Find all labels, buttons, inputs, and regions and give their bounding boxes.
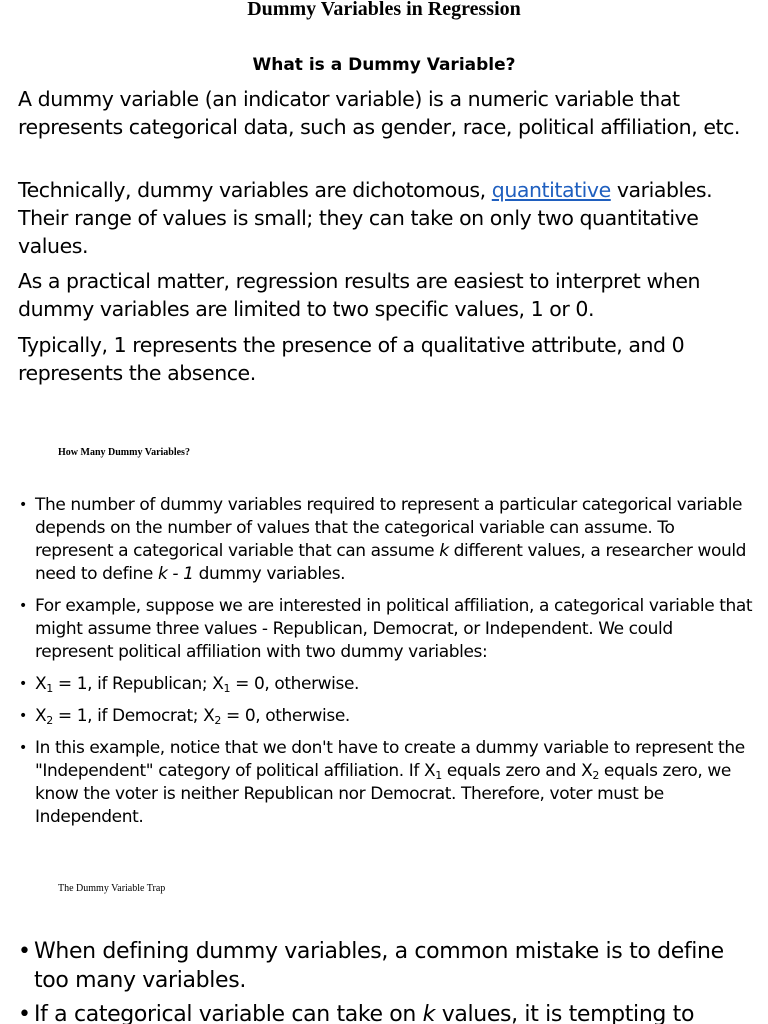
bullet-dot-icon: • — [18, 939, 31, 964]
paragraph-dichotomous — [18, 176, 758, 260]
paragraph-dichotomous-text-1: Technically, dummy variables are dichotomous, — [18, 178, 492, 202]
section-heading-what-is-dummy: What is a Dummy Variable? — [252, 55, 516, 75]
list-item: • If a categorical variable can take on k values, it is tempting to — [18, 1000, 753, 1024]
quantitative-link[interactable]: quantitative — [491, 178, 611, 202]
bullet-dot-icon: • — [19, 598, 27, 614]
list-item: • When defining dummy variables, a common mistake is to define too many variables. — [18, 939, 724, 993]
bullet-list-dummy-trap — [18, 937, 753, 1024]
list-item: • $X_2 = 1$, if Democrat; $X_2 = 0$, otherwise. — [19, 706, 350, 727]
list-item: • $X_1 = 1$, if Republican; $X_1 = 0$, otherwise. — [19, 674, 360, 695]
bullet-dot-icon: • — [19, 497, 27, 513]
document-title: Dummy Variables in Regression — [247, 0, 521, 20]
bullet-dot-icon: • — [18, 1002, 31, 1024]
bullet-dot-icon: • — [19, 676, 27, 692]
paragraph-dichotomous-text-2: variables. Their range of values is small; they can take on only two quantitative values. — [18, 178, 713, 258]
bullet-dot-icon: • — [19, 740, 27, 756]
paragraph-presence-absence: Typically, 1 represents the presence of a qualitative attribute, and 0 represents the absence. — [18, 333, 685, 385]
list-item: • For example, suppose we are interested in political affiliation, a categorical variable that might assume three values - Republican, Democrat, or Independent. We could represent political affiliation with two dummy variables: — [19, 596, 753, 662]
list-item: • The number of dummy variables required to represent a particular categorical variable depends on the number of values that the categorical variable can assume. To represent a categorical variable that can assume k different values, a researcher would need to define k - 1 dummy variables. — [19, 495, 747, 584]
paragraph-definition: A dummy variable (an indicator variable) is a numeric variable that represents categorical data, such as gender, race, political affiliation, etc. — [18, 87, 740, 139]
list-item: • In this example, notice that we don't have to create a dummy variable to represent the "Independent" category of political affiliation. If $X_1$ equals zero and $X_2$ equals zero, we know the voter is neither Republican nor Democrat. Therefore, voter must be Independent. — [19, 738, 745, 827]
section-heading-dummy-trap: The Dummy Variable Trap — [58, 883, 166, 894]
bullet-list-how-many — [18, 494, 753, 838]
bullet-dot-icon: • — [19, 708, 27, 724]
section-heading-how-many: How Many Dummy Variables? — [58, 447, 190, 458]
paragraph-practical-matter: As a practical matter, regression results are easiest to interpret when dummy variables are limited to two specific values, 1 or 0. — [18, 269, 701, 321]
